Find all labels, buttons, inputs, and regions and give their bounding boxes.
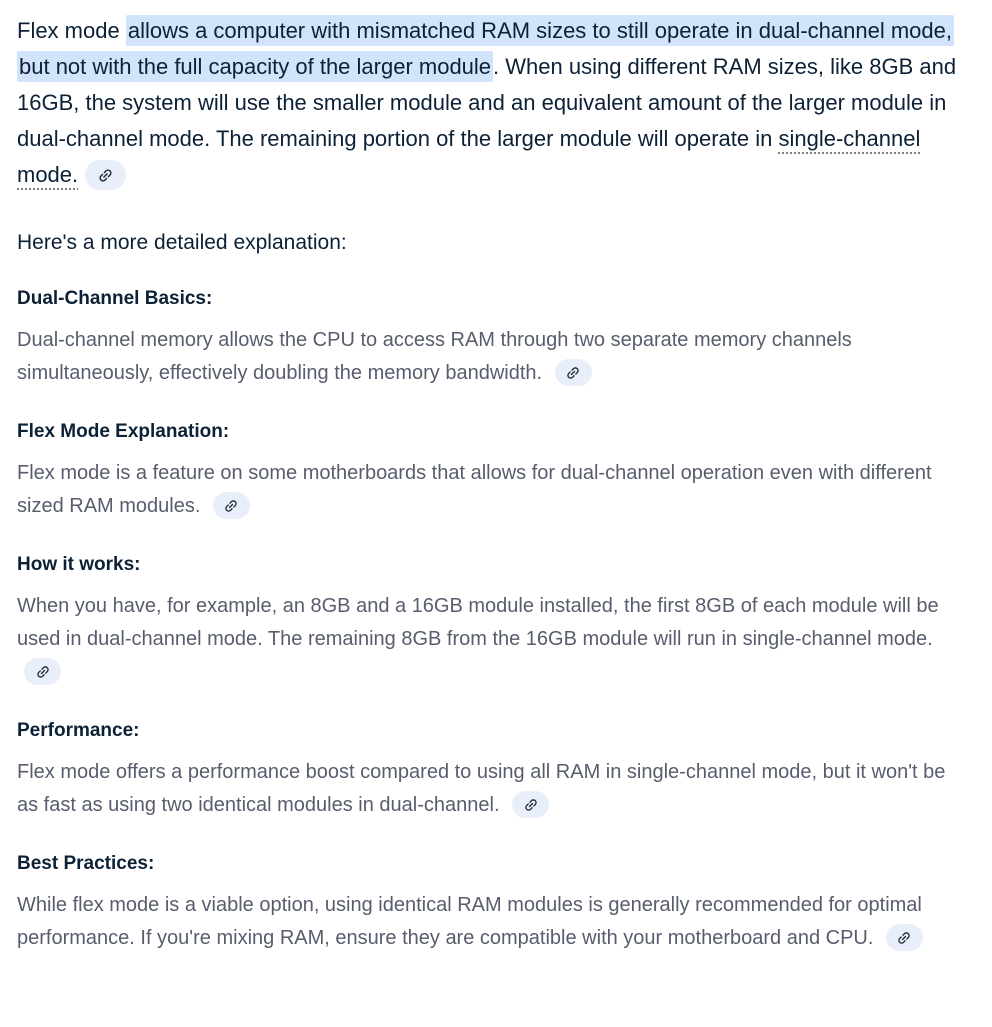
intro-text: Flex mode bbox=[17, 18, 126, 43]
section bbox=[17, 419, 970, 523]
section bbox=[17, 552, 970, 689]
link-icon bbox=[223, 498, 239, 514]
link-icon bbox=[896, 930, 912, 946]
section bbox=[17, 286, 970, 390]
intro-text: . When using different RAM sizes, like 8GB and 16GB, the system will use the smaller module and an equivalent amount of the larger module in dual-channel mode. The remaining portion of the larger module will operate in bbox=[17, 54, 957, 151]
section-title: Performance: bbox=[17, 720, 140, 741]
section-title: Dual-Channel Basics: bbox=[17, 288, 213, 309]
link-icon bbox=[97, 167, 114, 184]
section-body-text: Flex mode offers a performance boost compared to using all RAM in single-channel mode, but it won't be as fast as using two identical modules in dual-channel. bbox=[17, 761, 946, 816]
intro-paragraph bbox=[17, 13, 965, 193]
citation-chip[interactable] bbox=[85, 160, 126, 190]
intro-highlighted-text: allows a computer with mismatched RAM sizes to still operate in dual-channel mode, but not with the full capacity of the larger module bbox=[17, 15, 954, 82]
section-title: Best Practices: bbox=[17, 853, 155, 874]
citation-chip[interactable] bbox=[512, 791, 549, 818]
link-icon bbox=[565, 365, 581, 381]
section bbox=[17, 718, 970, 822]
section bbox=[17, 851, 970, 955]
link-icon bbox=[523, 797, 539, 813]
section-body bbox=[17, 457, 967, 523]
citation-chip[interactable] bbox=[213, 492, 250, 519]
section-body bbox=[17, 324, 967, 390]
section-body-text: Flex mode is a feature on some motherboards that allows for dual-channel operation even with different sized RAM modules. bbox=[17, 462, 932, 517]
section-body bbox=[17, 590, 967, 689]
section-title: How it works: bbox=[17, 554, 141, 575]
section-body-text: While flex mode is a viable option, using identical RAM modules is generally recommended for optimal performance. If you're mixing RAM, ensure they are compatible with your motherboard and CPU. bbox=[17, 894, 922, 949]
link-icon bbox=[35, 664, 51, 680]
section-body bbox=[17, 756, 967, 822]
citation-chip[interactable] bbox=[886, 924, 923, 951]
sections-container bbox=[17, 286, 970, 955]
subheading: Here's a more detailed explanation: bbox=[17, 231, 347, 254]
section-body-text: Dual-channel memory allows the CPU to access RAM through two separate memory channels simultaneously, effectively doubling the memory bandwidth. bbox=[17, 329, 852, 384]
citation-chip[interactable] bbox=[555, 359, 592, 386]
section-body bbox=[17, 889, 967, 955]
intro-dotted-term[interactable]: single-channel mode. bbox=[17, 126, 921, 187]
section-title: Flex Mode Explanation: bbox=[17, 421, 230, 442]
section-body-text: When you have, for example, an 8GB and a 16GB module installed, the first 8GB of each module will be used in dual-channel mode. The remaining 8GB from the 16GB module will run in single-channel mode. bbox=[17, 595, 939, 650]
citation-chip[interactable] bbox=[24, 658, 61, 685]
